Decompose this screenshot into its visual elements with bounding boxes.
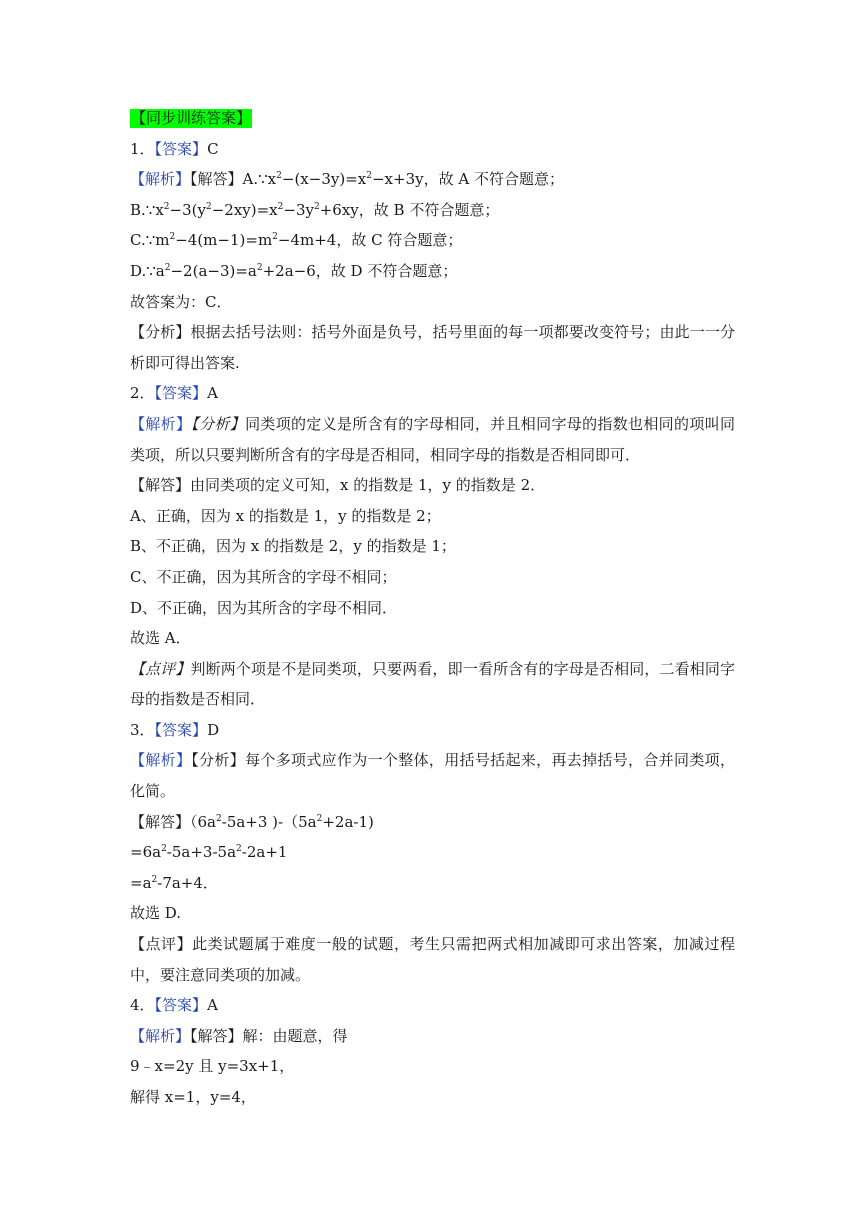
q2-analysis-text: 同类项的定义是所含有的字母相同，并且相同字母的指数也相同的项叫同类项，所以只要判断所含有的字母是否相同，相同字母的指数是否相同即可．	[130, 414, 735, 464]
superscript: 2	[205, 201, 212, 212]
q2-solution: 由同类项的定义可知，x 的指数是 1，y 的指数是 2．	[190, 476, 546, 495]
q1-d-text: −2(a−3)=a	[170, 261, 257, 280]
q4-answer: A	[207, 996, 218, 1015]
q3-jieda-tag: 【解答】	[130, 812, 191, 831]
section-title: 【同步训练答案】	[131, 109, 252, 127]
q1-jiexi-tag: 【解析】	[130, 170, 191, 189]
q3-step1-text: （6a	[190, 812, 217, 831]
superscript: 2	[164, 262, 171, 273]
q1-b-text: −3(y	[169, 200, 206, 219]
q2-number: 2．	[130, 384, 155, 403]
q2-jiexi-tag: 【解析】	[130, 414, 192, 433]
q3-step2-text: -2a+1	[241, 843, 288, 862]
q4-equation-line	[130, 1051, 735, 1082]
q2-option-b	[130, 531, 735, 562]
q2-option-c	[130, 562, 735, 593]
q2-analysis	[130, 409, 735, 470]
q1-final: 故答案为：C．	[130, 292, 232, 311]
q3-dianping-tag: 【点评】	[130, 935, 193, 954]
q2-final-line	[130, 623, 735, 654]
q2-comment	[130, 654, 735, 715]
q3-step2-text: -5a+3-5a	[166, 843, 237, 862]
q1-a-text: A.∵x	[242, 170, 277, 189]
q3-step2-line	[130, 837, 735, 868]
q1-option-c-line	[130, 225, 735, 256]
q1-c-text: −4m+4，故 C 符合题意；	[277, 231, 463, 250]
q1-analysis-text: 根据去括号法则：括号外面是负号，括号里面的每一项都要改变符号；由此一一分析即可得出答案.	[130, 323, 735, 372]
q4-solution-line	[130, 1021, 735, 1052]
q2-jieda-tag: 【解答】	[130, 476, 191, 495]
section-title-line	[130, 103, 735, 134]
q4-equation: 9﹣x=2y 且 y=3x+1，	[130, 1057, 295, 1076]
q1-d-text: D.∵a	[130, 261, 165, 280]
superscript: 2	[236, 844, 242, 855]
q4-jiexi-tag: 【解析】	[130, 1026, 191, 1045]
q2-option-b-text: B、不正确，因为 x 的指数是 2，y 的指数是 1；	[130, 537, 456, 556]
q3-number: 3．	[130, 720, 155, 739]
q3-final: 故选 D.	[130, 904, 182, 923]
q1-fenxi-tag: 【分析】	[130, 323, 191, 342]
q3-answer: D	[207, 720, 220, 739]
superscript: 2	[216, 813, 222, 824]
q4-answer-tag: 【答案】	[154, 996, 208, 1015]
q1-b-text: B.∵x	[130, 200, 164, 219]
q1-a-text: −(x−3y)=x	[281, 170, 367, 189]
superscript: 2	[272, 232, 278, 243]
q1-c-text: −4(m−1)=m	[175, 231, 273, 250]
superscript: 2	[316, 813, 323, 824]
q1-option-a-line	[130, 164, 735, 195]
q1-answer-tag: 【答案】	[154, 139, 208, 158]
q2-option-d-text: D、不正确，因为其所含的字母不相同．	[130, 598, 398, 617]
q4-jieda-tag: 【解答】	[190, 1026, 243, 1045]
q4-answer-line	[130, 990, 735, 1021]
q2-fenxi-tag: 【分析】	[191, 414, 246, 433]
q4-solution: 解：由题意，得	[242, 1026, 348, 1045]
q4-result: 解得 x=1，y=4，	[130, 1088, 256, 1106]
q2-answer: A	[207, 384, 218, 403]
q3-step1-text: -5a+3 )-（5a	[221, 812, 317, 831]
q1-answer: C	[207, 139, 219, 158]
q1-analysis	[130, 317, 735, 378]
superscript: 2	[169, 232, 176, 243]
q2-option-a-text: A、正确，因为 x 的指数是 1，y 的指数是 2；	[130, 506, 441, 525]
q1-final-line	[130, 287, 735, 318]
q1-c-text: C.∵m	[130, 231, 170, 250]
q3-step3-text: -7a+4．	[157, 873, 218, 892]
superscript: 2	[163, 201, 170, 212]
q2-answer-tag: 【答案】	[154, 384, 208, 403]
superscript: 2	[366, 171, 372, 182]
q2-option-d	[130, 593, 735, 624]
q4-result-line	[130, 1082, 735, 1113]
q1-jieda-tag: 【解答】	[190, 170, 243, 189]
q3-step3-line	[130, 868, 735, 899]
q3-step2-text: =6a	[130, 843, 162, 862]
q2-answer-line	[130, 378, 735, 409]
q2-solution-line	[130, 470, 735, 501]
q2-option-c-text: C、不正确，因为其所含的字母不相同；	[130, 567, 397, 586]
q1-answer-line	[130, 134, 735, 165]
q3-comment-text: 此类试题属于难度一般的试题，考生只需把两式相加减即可求出答案，加减过程中，要注意同类项的加减。	[130, 935, 735, 984]
q2-option-a	[130, 501, 735, 532]
document-content	[130, 103, 735, 1113]
superscript: 2	[151, 874, 158, 885]
q1-a-text: −x+3y，故 A 不符合题意；	[371, 170, 564, 189]
q3-step1-text: +2a-1)	[322, 812, 374, 831]
q3-analysis-text: 每个多项式应作为一个整体，用括号括起来，再去掉括号，合并同类项，化简。	[130, 751, 735, 801]
q3-step3-text: =a	[130, 873, 152, 892]
q1-number: 1．	[130, 139, 155, 158]
q2-dianping-tag: 【点评】	[130, 659, 191, 678]
q1-b-text: −3y	[283, 200, 314, 219]
q3-fenxi-tag: 【分析】	[191, 751, 246, 770]
q1-option-d-line	[130, 256, 735, 287]
q2-final: 故选 A．	[130, 629, 191, 648]
superscript: 2	[256, 262, 263, 273]
q4-number: 4．	[130, 996, 155, 1015]
q1-option-b-line	[130, 195, 735, 226]
q2-comment-text: 判断两个项是不是同类项，只要两看，即一看所含有的字母是否相同，二看相同字母的指数是否相同．	[130, 659, 735, 709]
q3-comment	[130, 929, 735, 990]
q3-answer-tag: 【答案】	[154, 720, 208, 739]
q3-jiexi-tag: 【解析】	[130, 751, 192, 770]
q1-d-text: +2a−6，故 D 不符合题意；	[262, 261, 458, 280]
q3-final-line	[130, 898, 735, 929]
q1-b-text: −2xy)=x	[211, 200, 278, 219]
superscript: 2	[161, 844, 167, 855]
q3-answer-line	[130, 715, 735, 746]
q3-step1-line	[130, 807, 735, 838]
superscript: 2	[277, 201, 284, 212]
q1-b-text: +6xy，故 B 不符合题意；	[319, 200, 500, 219]
q3-analysis	[130, 745, 735, 806]
superscript: 2	[313, 201, 320, 212]
superscript: 2	[276, 171, 282, 182]
